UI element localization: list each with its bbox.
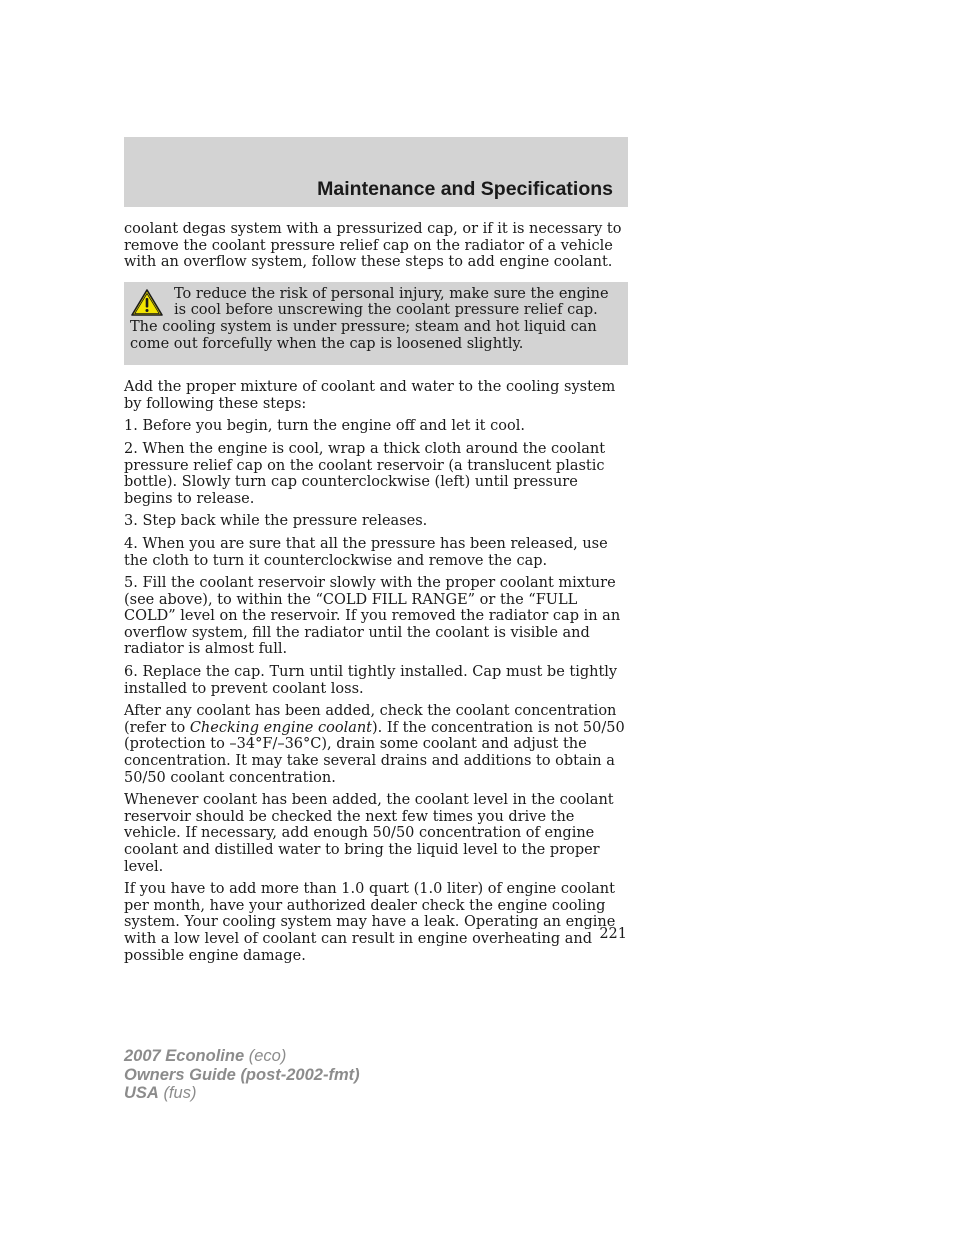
more-than-paragraph: If you have to add more than 1.0 quart (1.0 liter) of engine coolant per month, have your authorized dealer check the engine cooling system. Your cooling system may have a leak. Operating an engine with a low level of coolant can result in engine overheating and possible engine damage. bbox=[124, 881, 616, 964]
step-6: 6. Replace the cap. Turn until tightly installed. Cap must be tightly installed to prevent coolant loss. bbox=[124, 664, 618, 697]
warning-triangle-icon bbox=[130, 288, 164, 318]
intro-paragraph: coolant degas system with a pressurized cap, or if it is necessary to remove the coolant pressure relief cap on the radiator of a vehicle with an overflow system, follow these steps to add engine coolant. bbox=[124, 221, 622, 271]
footer-line-1 bbox=[124, 1047, 360, 1066]
step-4: 4. When you are sure that all the pressure has been released, use the cloth to turn it counterclockwise and remove the cap. bbox=[124, 535, 608, 569]
footer-guide: Owners Guide (post-2002-fmt) bbox=[124, 1065, 360, 1084]
after-added-paragraph bbox=[124, 703, 630, 786]
section-title: Maintenance and Specifications bbox=[317, 178, 613, 200]
footer-model: 2007 Econoline bbox=[124, 1047, 245, 1065]
step-1: 1. Before you begin, turn the engine off and let it cool. bbox=[124, 418, 525, 435]
step-3: 3. Step back while the pressure releases. bbox=[124, 513, 428, 530]
steps-intro: Add the proper mixture of coolant and water to the cooling system by following these steps: bbox=[124, 379, 616, 412]
checking-engine-coolant-reference: Checking engine coolant bbox=[189, 719, 373, 736]
footer-line-2 bbox=[124, 1066, 360, 1085]
footer-line-3 bbox=[124, 1084, 360, 1103]
warning-box bbox=[124, 282, 628, 365]
footer-market: USA bbox=[124, 1084, 159, 1102]
section-header bbox=[124, 137, 628, 207]
warning-text: To reduce the risk of personal injury, make sure the engine is cool before unscrewing the coolant pressure relief cap. The cooling system is under pressure; steam and hot liquid can come out forcefully when the cap is loosened slightly. bbox=[130, 285, 609, 352]
document-footer bbox=[124, 1047, 360, 1103]
step-5: 5. Fill the coolant reservoir slowly with the proper coolant mixture (see above), to within the “COLD FILL RANGE” or the “FULL COLD” level on the reservoir. If you removed the radiator cap in an overflow system, fill the radiator until the coolant is visible and radiator is almost full. bbox=[124, 575, 621, 658]
step-2: 2. When the engine is cool, wrap a thick cloth around the coolant pressure relief cap on the coolant reservoir (a translucent plastic bottle). Slowly turn cap counterclockwise (left) until pressure begins to release. bbox=[124, 440, 606, 507]
page-number: 221 bbox=[599, 926, 627, 942]
whenever-paragraph: Whenever coolant has been added, the coolant level in the coolant reservoir should be checked the next few times you drive the vehicle. If necessary, add enough 50/50 concentration of engine coolant and distilled water to bring the liquid level to the proper level. bbox=[124, 792, 614, 875]
footer-model-code: (eco) bbox=[248, 1047, 287, 1065]
after-added-text-1: After any coolant has been added, check the coolant concentration (refer to bbox=[124, 703, 617, 736]
after-added-text-2: ). If the concentration is not 50/50 (protection to –34°F/–36°C), drain some coolant and adjust the concentration. It may take several drains and additions to obtain a 50/50 coolant concentration. bbox=[124, 719, 625, 786]
footer-market-code: (fus) bbox=[163, 1084, 197, 1102]
page-content bbox=[124, 221, 630, 970]
